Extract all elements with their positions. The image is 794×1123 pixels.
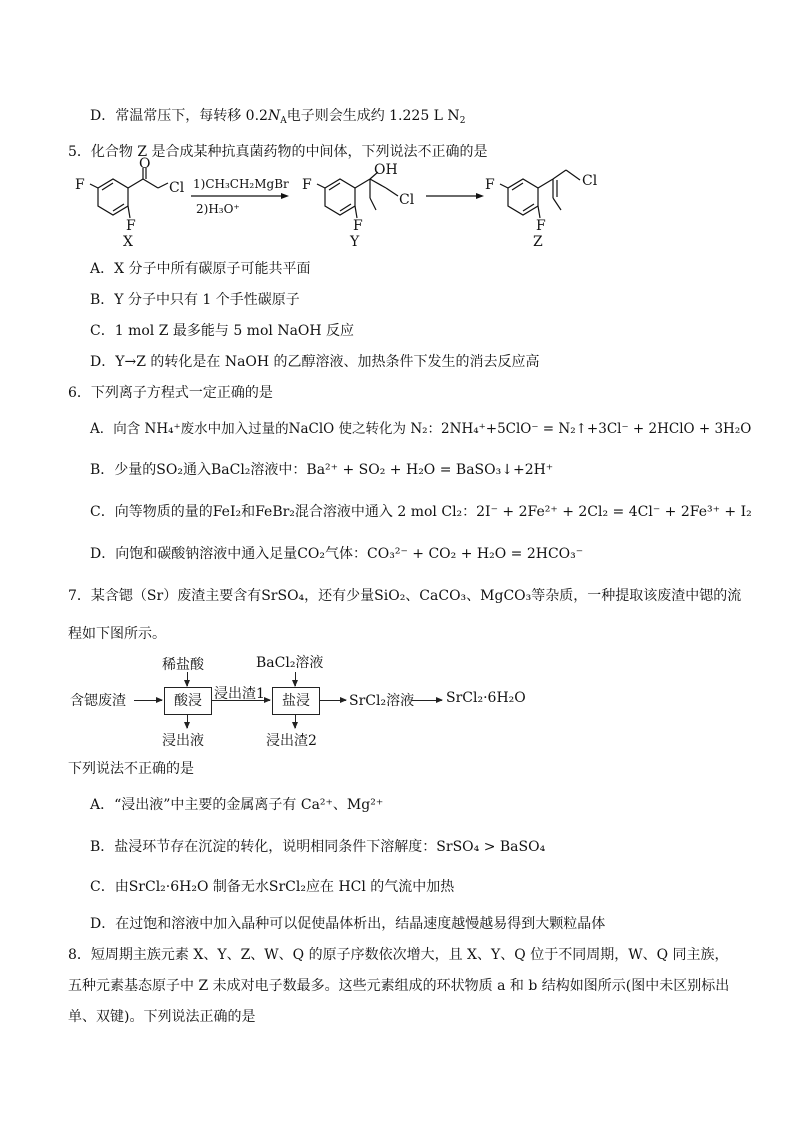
q7-option-c: C．由SrCl₂·6H₂O 制备无水SrCl₂应在 HCl 的气流中加热 bbox=[90, 879, 455, 895]
q7-option-a: A．“浸出液”中主要的金属离子有 Ca²⁺、Mg²⁺ bbox=[90, 797, 384, 813]
flow-down-arrow-4 bbox=[295, 714, 296, 728]
q6-option-b: B．少量的SO₂通入BaCl₂溶液中：Ba²⁺ + SO₂ + H₂O = BaSO₃↓+2H⁺ bbox=[90, 462, 554, 478]
q5-option-b: B．Y 分子中只有 1 个手性碳原子 bbox=[90, 292, 300, 308]
z-cl: Cl bbox=[582, 173, 598, 189]
z-f2: F bbox=[536, 218, 546, 234]
x-cl: Cl bbox=[169, 180, 185, 196]
flow-product-1: SrCl₂溶液 bbox=[349, 693, 415, 709]
flow-product-2: SrCl₂·6H₂O bbox=[446, 690, 526, 706]
q8-line-1: 8．短周期主族元素 X、Y、Z、W、Q 的原子序数依次增大，且 X、Y、Q 位于不同周期，W、Q 同主族， bbox=[68, 947, 729, 963]
q7-stem-1: 7．某含锶（Sr）废渣主要含有SrSO₄，还有少量SiO₂、CaCO₃、MgCO₃等杂质，一种提取该废渣中锶的流 bbox=[68, 588, 742, 604]
flow-down-arrow-1 bbox=[187, 672, 188, 686]
reagent-1: 1)CH₃CH₂MgBr bbox=[193, 177, 289, 191]
z-f1: F bbox=[485, 177, 495, 193]
q7-option-b: B．盐浸环节存在沉淀的转化，说明相同条件下溶解度：SrSO₄ > BaSO₄ bbox=[90, 839, 546, 855]
flow-down-arrow-3 bbox=[295, 672, 296, 686]
q6-option-c: C．向等物质的量的FeI₂和FeBr₂混合溶液中通入 2 mol Cl₂：2I⁻ + 2Fe²⁺ + 2Cl₂ = 4Cl⁻ + 2Fe³⁺ + I₂ bbox=[90, 504, 752, 520]
x-f1: F bbox=[75, 177, 85, 193]
q6-option-a: A．向含 NH₄⁺废水中加入过量的NaClO 使之转化为 N₂：2NH₄⁺+5ClO⁻ = N₂↑+3Cl⁻ + 2HClO + 3H₂O bbox=[90, 421, 752, 437]
label-z: Z bbox=[533, 234, 543, 250]
x-f2: F bbox=[126, 218, 136, 234]
q4-option-d: D．常温常压下，每转移 $0.2N_A$电子则会生成约 1.225 L $N_2$ bbox=[90, 108, 466, 126]
q7-stem-2: 程如下图所示。 bbox=[68, 626, 166, 642]
y-f2: F bbox=[353, 218, 363, 234]
q7-prompt: 下列说法不正确的是 bbox=[68, 761, 194, 777]
flow-box-salt-leach: 盐浸 bbox=[272, 687, 320, 715]
flow-arrow-1 bbox=[134, 700, 162, 701]
flow-input-2: BaCl₂溶液 bbox=[256, 655, 324, 671]
q5-option-d: D．Y→Z 的转化是在 NaOH 的乙醇溶液、加热条件下发生的消去反应高 bbox=[90, 354, 540, 370]
reagent-2: 2)H₃O⁺ bbox=[196, 202, 240, 216]
flow-arrow-4 bbox=[412, 700, 442, 701]
label-y: Y bbox=[350, 234, 360, 250]
y-f1: F bbox=[302, 177, 312, 193]
flow-output-1: 浸出液 bbox=[162, 733, 204, 749]
y-cl: Cl bbox=[399, 192, 415, 208]
q6-option-d: D．向饱和碳酸钠溶液中通入足量CO₂气体：CO₃²⁻ + CO₂ + H₂O = 2HCO₃⁻ bbox=[90, 546, 584, 562]
flow-start: 含锶废渣 bbox=[70, 693, 126, 709]
y-oh: OH bbox=[374, 162, 398, 178]
flow-output-2: 浸出渣2 bbox=[266, 733, 317, 749]
flow-mid: 浸出渣1 bbox=[214, 686, 265, 702]
q5-option-c: C．1 mol Z 最多能与 5 mol NaOH 反应 bbox=[90, 323, 355, 339]
q5-stem: 5．化合物 Z 是合成某种抗真菌药物的中间体，下列说法不正确的是 bbox=[68, 144, 488, 160]
x-o: O bbox=[139, 156, 151, 172]
flow-arrow-2 bbox=[212, 700, 270, 701]
flow-box-acid-leach: 酸浸 bbox=[164, 687, 212, 715]
q6-stem: 6．下列离子方程式一定正确的是 bbox=[68, 385, 273, 401]
q8-line-3: 单、双键)。下列说法正确的是 bbox=[68, 1009, 256, 1025]
flow-input-1: 稀盐酸 bbox=[162, 657, 204, 673]
q5-option-a: A．X 分子中所有碳原子可能共平面 bbox=[90, 261, 311, 277]
flow-down-arrow-2 bbox=[187, 714, 188, 728]
label-x: X bbox=[123, 234, 133, 250]
flow-arrow-3 bbox=[320, 700, 346, 701]
q8-line-2: 五种元素基态原子中 Z 未成对电子数最多。这些元素组成的环状物质 a 和 b 结构如图所示(图中未区别标出 bbox=[68, 978, 730, 994]
q5-reaction-scheme bbox=[68, 156, 628, 252]
q7-option-d: D．在过饱和溶液中加入晶种可以促使晶体析出，结晶速度越慢越易得到大颗粒晶体 bbox=[90, 916, 606, 932]
